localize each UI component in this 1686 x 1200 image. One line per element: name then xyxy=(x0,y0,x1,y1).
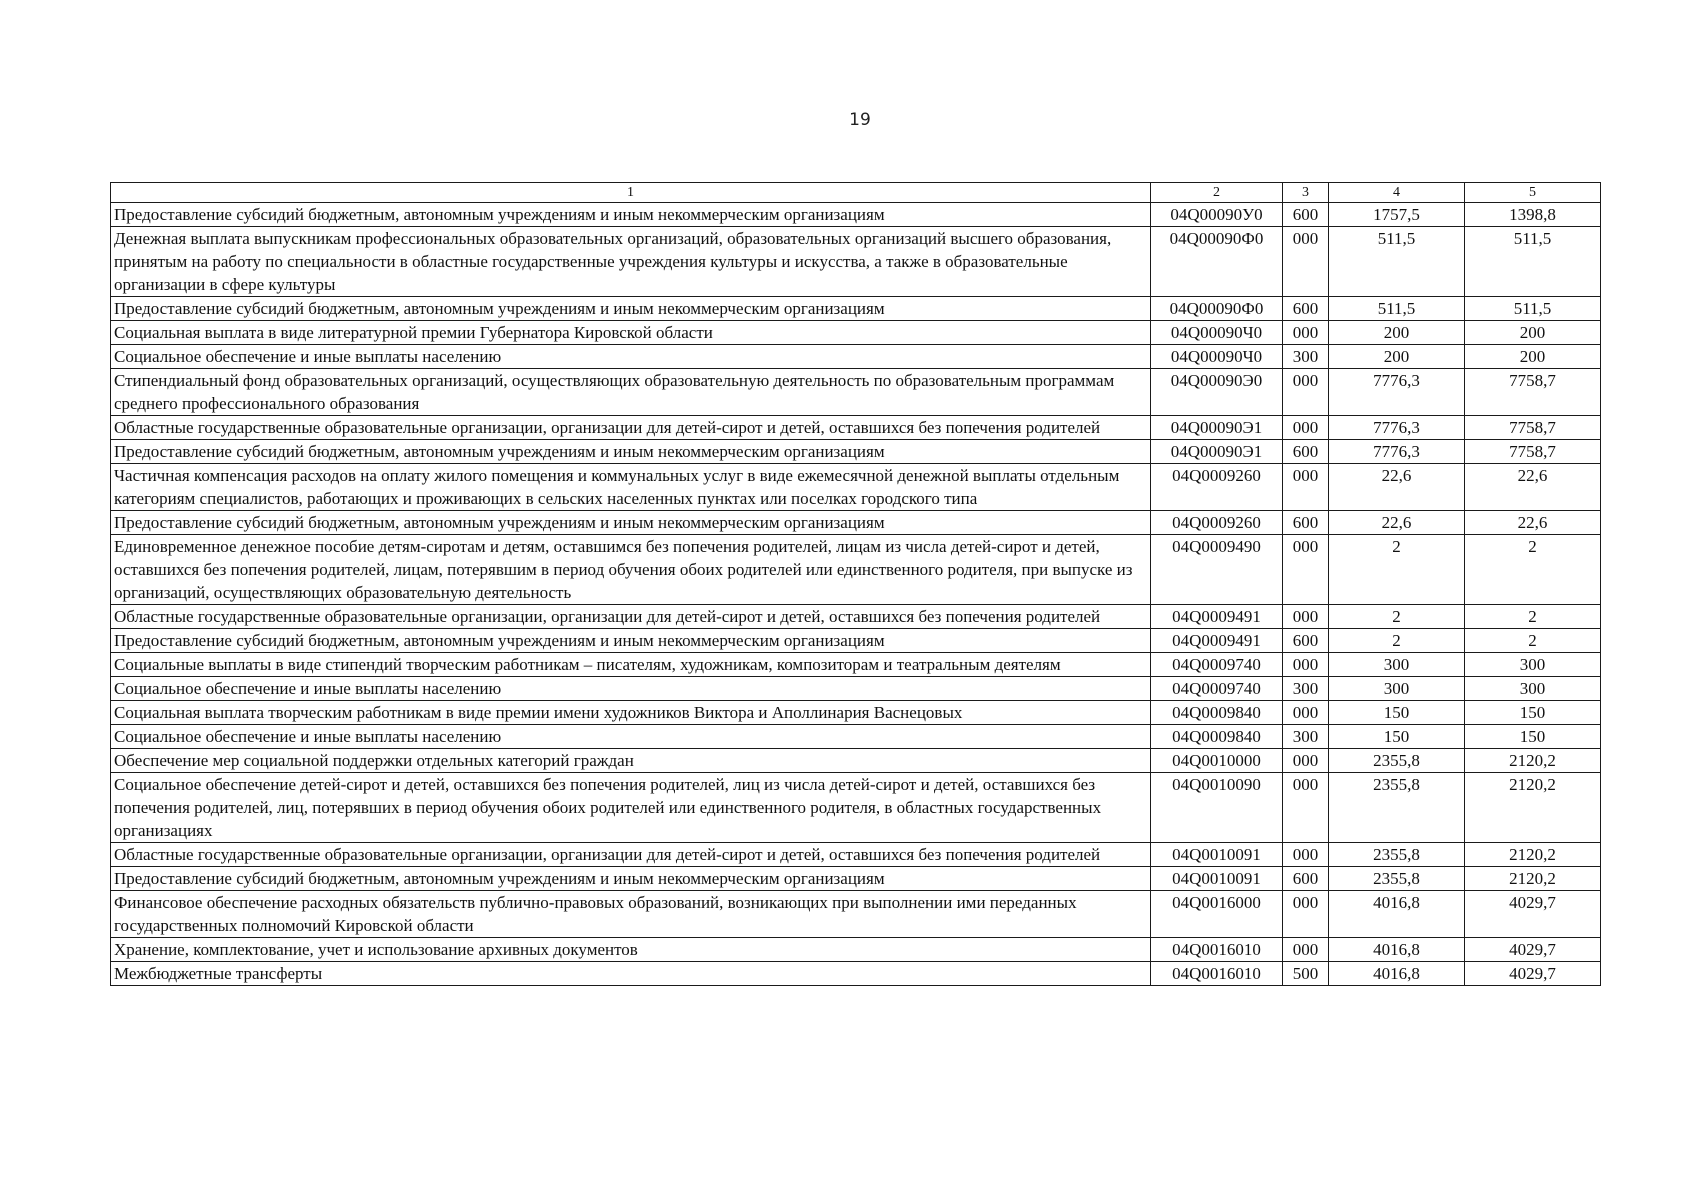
row-code-cell: 04Q00090Ч0 xyxy=(1151,321,1283,345)
row-code-cell: 04Q0009260 xyxy=(1151,464,1283,511)
row-code-cell: 04Q00090Э1 xyxy=(1151,416,1283,440)
row-name-cell: Денежная выплата выпускникам профессиональных образовательных организаций, образовательных организаций высшего образования, принятым на работу по специальности в областные государственные учреждения культуры и искусства, а также в образовательные организации в сфере культуры xyxy=(111,227,1151,297)
row-code-cell: 04Q0009491 xyxy=(1151,605,1283,629)
row-value-col5-cell: 7758,7 xyxy=(1465,416,1601,440)
row-name-cell: Финансовое обеспечение расходных обязательств публично-правовых образований, возникающих при выполнении ими переданных государственных полномочий Кировской области xyxy=(111,891,1151,938)
table-header xyxy=(111,183,1601,203)
table-row xyxy=(111,464,1601,511)
row-value-col4-cell: 511,5 xyxy=(1329,227,1465,297)
row-value-col5-cell: 2 xyxy=(1465,535,1601,605)
row-code-cell: 04Q0010091 xyxy=(1151,867,1283,891)
row-value-col5-cell: 2120,2 xyxy=(1465,843,1601,867)
row-code-cell: 04Q0016000 xyxy=(1151,891,1283,938)
row-code-cell: 04Q0010000 xyxy=(1151,749,1283,773)
table-row xyxy=(111,440,1601,464)
table-row xyxy=(111,843,1601,867)
row-type-cell: 000 xyxy=(1283,891,1329,938)
row-value-col5-cell: 300 xyxy=(1465,677,1601,701)
row-value-col5-cell: 7758,7 xyxy=(1465,369,1601,416)
column-header-3: 3 xyxy=(1283,183,1329,203)
table-row xyxy=(111,773,1601,843)
row-code-cell: 04Q0009491 xyxy=(1151,629,1283,653)
table-body xyxy=(111,203,1601,986)
row-value-col5-cell: 2 xyxy=(1465,629,1601,653)
row-type-cell: 000 xyxy=(1283,321,1329,345)
row-name-cell: Предоставление субсидий бюджетным, автономным учреждениям и иным некоммерческим организациям xyxy=(111,629,1151,653)
row-name-cell: Социальная выплата в виде литературной премии Губернатора Кировской области xyxy=(111,321,1151,345)
table-row xyxy=(111,701,1601,725)
row-code-cell: 04Q00090Ч0 xyxy=(1151,345,1283,369)
row-type-cell: 000 xyxy=(1283,843,1329,867)
table-row xyxy=(111,321,1601,345)
row-name-cell: Областные государственные образовательные организации, организации для детей-сирот и детей, оставшихся без попечения родителей xyxy=(111,605,1151,629)
row-type-cell: 600 xyxy=(1283,297,1329,321)
row-type-cell: 000 xyxy=(1283,653,1329,677)
row-type-cell: 600 xyxy=(1283,440,1329,464)
column-header-5: 5 xyxy=(1465,183,1601,203)
table-row xyxy=(111,962,1601,986)
row-name-cell: Предоставление субсидий бюджетным, автономным учреждениям и иным некоммерческим организациям xyxy=(111,440,1151,464)
table-row xyxy=(111,369,1601,416)
table-row xyxy=(111,416,1601,440)
table-row xyxy=(111,867,1601,891)
row-value-col5-cell: 2120,2 xyxy=(1465,749,1601,773)
row-value-col4-cell: 300 xyxy=(1329,653,1465,677)
row-value-col4-cell: 7776,3 xyxy=(1329,440,1465,464)
row-type-cell: 300 xyxy=(1283,677,1329,701)
row-value-col5-cell: 2 xyxy=(1465,605,1601,629)
row-value-col5-cell: 150 xyxy=(1465,725,1601,749)
row-name-cell: Стипендиальный фонд образовательных организаций, осуществляющих образовательную деятельность по образовательным программам среднего профессионального образования xyxy=(111,369,1151,416)
row-type-cell: 500 xyxy=(1283,962,1329,986)
row-type-cell: 000 xyxy=(1283,369,1329,416)
row-type-cell: 000 xyxy=(1283,227,1329,297)
row-type-cell: 300 xyxy=(1283,345,1329,369)
row-name-cell: Социальное обеспечение детей-сирот и детей, оставшихся без попечения родителей, лиц из числа детей-сирот и детей, оставшихся без попечения родителей, лиц, потерявших в период обучения обоих родителей или единственного родителя, в областных государственных организациях xyxy=(111,773,1151,843)
row-value-col5-cell: 2120,2 xyxy=(1465,867,1601,891)
row-code-cell: 04Q0009740 xyxy=(1151,653,1283,677)
row-name-cell: Социальные выплаты в виде стипендий творческим работникам – писателям, художникам, композиторам и театральным деятелям xyxy=(111,653,1151,677)
header-row xyxy=(111,183,1601,203)
row-code-cell: 04Q0009840 xyxy=(1151,701,1283,725)
row-value-col5-cell: 511,5 xyxy=(1465,227,1601,297)
row-value-col4-cell: 511,5 xyxy=(1329,297,1465,321)
row-value-col4-cell: 2355,8 xyxy=(1329,843,1465,867)
row-value-col5-cell: 1398,8 xyxy=(1465,203,1601,227)
table-row xyxy=(111,677,1601,701)
row-value-col5-cell: 22,6 xyxy=(1465,464,1601,511)
row-value-col4-cell: 150 xyxy=(1329,725,1465,749)
table-row xyxy=(111,725,1601,749)
row-value-col4-cell: 2 xyxy=(1329,535,1465,605)
row-code-cell: 04Q0009260 xyxy=(1151,511,1283,535)
row-name-cell: Межбюджетные трансферты xyxy=(111,962,1151,986)
row-value-col4-cell: 2 xyxy=(1329,629,1465,653)
row-value-col4-cell: 7776,3 xyxy=(1329,369,1465,416)
row-value-col4-cell: 7776,3 xyxy=(1329,416,1465,440)
row-name-cell: Социальное обеспечение и иные выплаты населению xyxy=(111,725,1151,749)
table-row xyxy=(111,653,1601,677)
column-header-4: 4 xyxy=(1329,183,1465,203)
row-value-col5-cell: 200 xyxy=(1465,321,1601,345)
table-row xyxy=(111,749,1601,773)
row-value-col5-cell: 300 xyxy=(1465,653,1601,677)
row-code-cell: 04Q0009490 xyxy=(1151,535,1283,605)
table-row xyxy=(111,535,1601,605)
row-name-cell: Социальное обеспечение и иные выплаты населению xyxy=(111,345,1151,369)
table-row xyxy=(111,891,1601,938)
row-value-col4-cell: 4016,8 xyxy=(1329,938,1465,962)
row-type-cell: 600 xyxy=(1283,629,1329,653)
row-value-col5-cell: 4029,7 xyxy=(1465,891,1601,938)
row-value-col4-cell: 4016,8 xyxy=(1329,891,1465,938)
row-code-cell: 04Q0009740 xyxy=(1151,677,1283,701)
row-code-cell: 04Q0016010 xyxy=(1151,938,1283,962)
row-value-col4-cell: 2 xyxy=(1329,605,1465,629)
row-type-cell: 600 xyxy=(1283,867,1329,891)
row-value-col4-cell: 150 xyxy=(1329,701,1465,725)
row-value-col5-cell: 150 xyxy=(1465,701,1601,725)
row-type-cell: 300 xyxy=(1283,725,1329,749)
row-value-col5-cell: 4029,7 xyxy=(1465,962,1601,986)
row-code-cell: 04Q00090Э1 xyxy=(1151,440,1283,464)
row-name-cell: Частичная компенсация расходов на оплату жилого помещения и коммунальных услуг в виде ежемесячной денежной выплаты отдельным категориям специалистов, работающих и проживающих в сельских населенных пунктах или поселках городского типа xyxy=(111,464,1151,511)
row-value-col4-cell: 200 xyxy=(1329,321,1465,345)
table-row xyxy=(111,203,1601,227)
row-type-cell: 000 xyxy=(1283,938,1329,962)
row-code-cell: 04Q00090У0 xyxy=(1151,203,1283,227)
table-row xyxy=(111,511,1601,535)
table-row xyxy=(111,629,1601,653)
row-name-cell: Социальное обеспечение и иные выплаты населению xyxy=(111,677,1151,701)
row-name-cell: Предоставление субсидий бюджетным, автономным учреждениям и иным некоммерческим организациям xyxy=(111,203,1151,227)
row-name-cell: Областные государственные образовательные организации, организации для детей-сирот и детей, оставшихся без попечения родителей xyxy=(111,843,1151,867)
row-value-col5-cell: 4029,7 xyxy=(1465,938,1601,962)
row-value-col5-cell: 200 xyxy=(1465,345,1601,369)
row-value-col4-cell: 1757,5 xyxy=(1329,203,1465,227)
row-name-cell: Социальная выплата творческим работникам в виде премии имени художников Виктора и Аполлинария Васнецовых xyxy=(111,701,1151,725)
table-row xyxy=(111,345,1601,369)
row-value-col4-cell: 2355,8 xyxy=(1329,867,1465,891)
row-type-cell: 000 xyxy=(1283,535,1329,605)
row-code-cell: 04Q0016010 xyxy=(1151,962,1283,986)
row-value-col4-cell: 22,6 xyxy=(1329,511,1465,535)
column-header-1: 1 xyxy=(111,183,1151,203)
row-value-col5-cell: 7758,7 xyxy=(1465,440,1601,464)
table-row xyxy=(111,938,1601,962)
row-name-cell: Предоставление субсидий бюджетным, автономным учреждениям и иным некоммерческим организациям xyxy=(111,867,1151,891)
row-code-cell: 04Q0010090 xyxy=(1151,773,1283,843)
row-code-cell: 04Q00090Э0 xyxy=(1151,369,1283,416)
row-value-col4-cell: 2355,8 xyxy=(1329,749,1465,773)
row-value-col4-cell: 4016,8 xyxy=(1329,962,1465,986)
budget-table xyxy=(110,182,1601,986)
row-type-cell: 000 xyxy=(1283,773,1329,843)
row-type-cell: 600 xyxy=(1283,511,1329,535)
row-value-col5-cell: 511,5 xyxy=(1465,297,1601,321)
row-name-cell: Единовременное денежное пособие детям-сиротам и детям, оставшимся без попечения родителей, лицам из числа детей-сирот и детей, оставшихся без попечения родителей, лицам, потерявшим в период обучения обоих родителей или единственного родителя, при выпуске из организаций, осуществляющих образовательную деятельность xyxy=(111,535,1151,605)
row-type-cell: 000 xyxy=(1283,605,1329,629)
row-name-cell: Предоставление субсидий бюджетным, автономным учреждениям и иным некоммерческим организациям xyxy=(111,511,1151,535)
row-type-cell: 600 xyxy=(1283,203,1329,227)
table-row xyxy=(111,605,1601,629)
page-number: 19 xyxy=(849,110,871,130)
row-value-col4-cell: 200 xyxy=(1329,345,1465,369)
column-header-2: 2 xyxy=(1151,183,1283,203)
row-code-cell: 04Q0009840 xyxy=(1151,725,1283,749)
row-code-cell: 04Q00090Ф0 xyxy=(1151,297,1283,321)
row-name-cell: Предоставление субсидий бюджетным, автономным учреждениям и иным некоммерческим организациям xyxy=(111,297,1151,321)
row-type-cell: 000 xyxy=(1283,416,1329,440)
table-row xyxy=(111,297,1601,321)
row-name-cell: Хранение, комплектование, учет и использование архивных документов xyxy=(111,938,1151,962)
row-type-cell: 000 xyxy=(1283,701,1329,725)
row-code-cell: 04Q00090Ф0 xyxy=(1151,227,1283,297)
row-code-cell: 04Q0010091 xyxy=(1151,843,1283,867)
row-value-col4-cell: 300 xyxy=(1329,677,1465,701)
row-value-col4-cell: 22,6 xyxy=(1329,464,1465,511)
row-type-cell: 000 xyxy=(1283,749,1329,773)
row-value-col4-cell: 2355,8 xyxy=(1329,773,1465,843)
table-row xyxy=(111,227,1601,297)
row-type-cell: 000 xyxy=(1283,464,1329,511)
row-name-cell: Обеспечение мер социальной поддержки отдельных категорий граждан xyxy=(111,749,1151,773)
row-name-cell: Областные государственные образовательные организации, организации для детей-сирот и детей, оставшихся без попечения родителей xyxy=(111,416,1151,440)
row-value-col5-cell: 22,6 xyxy=(1465,511,1601,535)
row-value-col5-cell: 2120,2 xyxy=(1465,773,1601,843)
